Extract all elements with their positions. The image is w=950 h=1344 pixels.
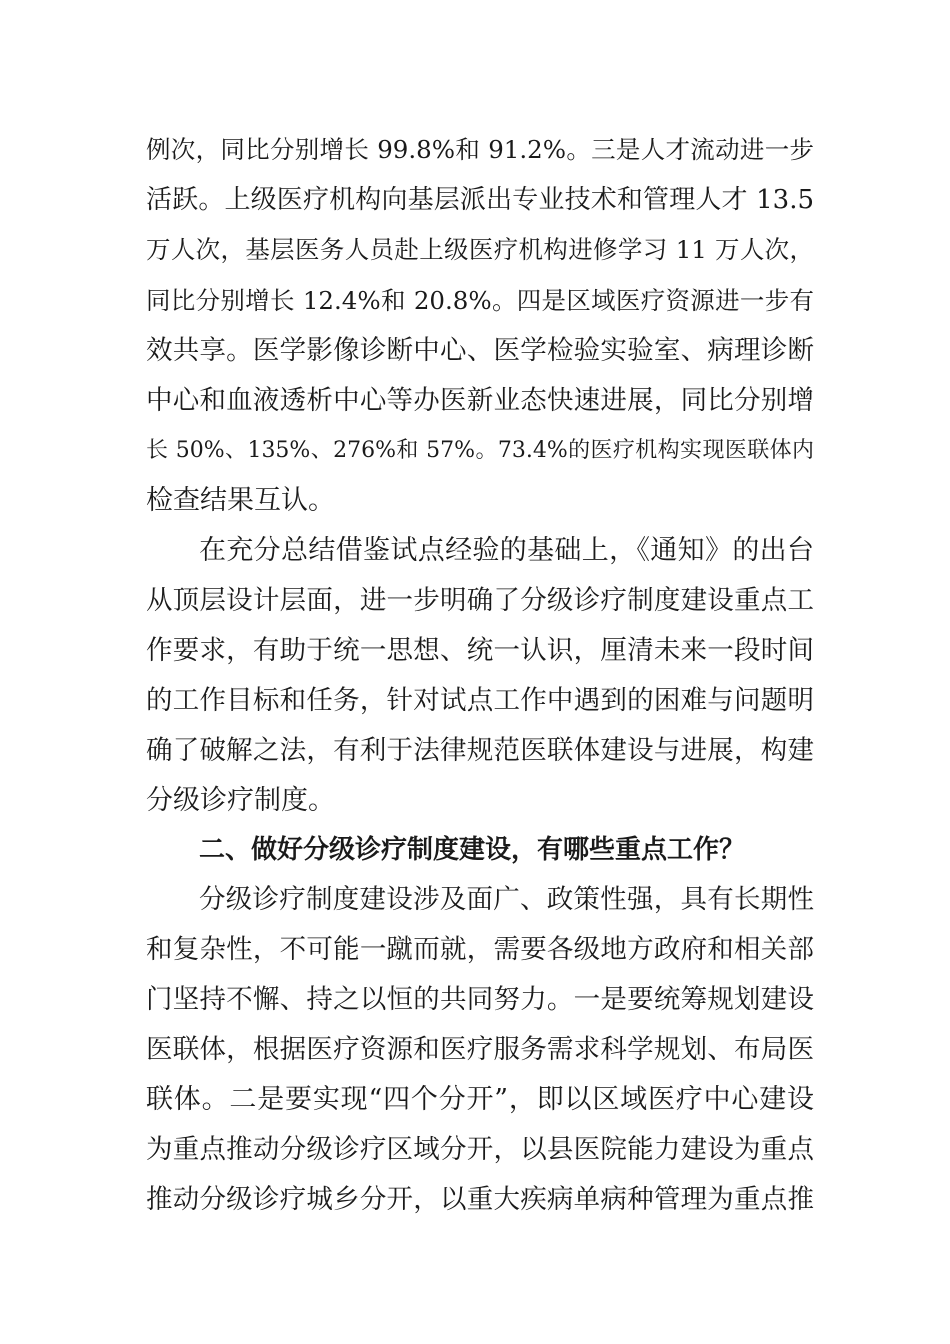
paragraph-line: 的工作目标和任务，针对试点工作中遇到的困难与问题明 (146, 685, 814, 716)
paragraph-line: 作要求，有助于统一思想、统一认识，厘清未来一段时间 (146, 635, 814, 666)
paragraph-line: 确了破解之法，有利于法律规范医联体建设与进展，构建 (146, 735, 814, 766)
paragraph-line: 分级诊疗制度建设涉及面广、政策性强，具有长期性 (199, 884, 814, 915)
paragraph-line: 效共享。医学影像诊断中心、医学检验实验室、病理诊断 (146, 335, 814, 366)
paragraph-line: 长 50%、135%、276%和 57%。73.4%的医疗机构实现医联体内 (146, 438, 814, 463)
paragraph-line: 从顶层设计层面，进一步明确了分级诊疗制度建设重点工 (146, 585, 814, 616)
paragraph-line: 同比分别增长 12.4%和 20.8%。四是区域医疗资源进一步有 (146, 286, 814, 315)
paragraph-line: 例次，同比分别增长 99.8%和 91.2%。三是人才流动进一步 (146, 135, 814, 164)
paragraph-line: 和复杂性，不可能一蹴而就，需要各级地方政府和相关部 (146, 934, 814, 965)
section-heading: 二、做好分级诊疗制度建设，有哪些重点工作？ (199, 835, 746, 865)
paragraph-line: 检查结果互认。 (146, 485, 335, 516)
paragraph-line: 联体。二是要实现“四个分开”，即以区域医疗中心建设 (146, 1084, 814, 1115)
paragraph-line: 推动分级诊疗城乡分开，以重大疾病单病种管理为重点推 (146, 1184, 814, 1215)
paragraph-line: 在充分总结借鉴试点经验的基础上，《通知》的出台 (199, 535, 814, 566)
paragraph-line: 活跃。上级医疗机构向基层派出专业技术和管理人才 13.5 (146, 185, 814, 215)
paragraph-line: 万人次，基层医务人员赴上级医疗机构进修学习 11 万人次， (146, 235, 814, 264)
paragraph-line: 为重点推动分级诊疗区域分开，以县医院能力建设为重点 (146, 1134, 814, 1165)
paragraph-line: 中心和血液透析中心等办医新业态快速进展，同比分别增 (146, 385, 814, 416)
paragraph-line: 分级诊疗制度。 (146, 785, 335, 816)
paragraph-line: 医联体，根据医疗资源和医疗服务需求科学规划、布局医 (146, 1034, 814, 1065)
paragraph-line: 门坚持不懈、持之以恒的共同努力。一是要统筹规划建设 (146, 984, 814, 1015)
